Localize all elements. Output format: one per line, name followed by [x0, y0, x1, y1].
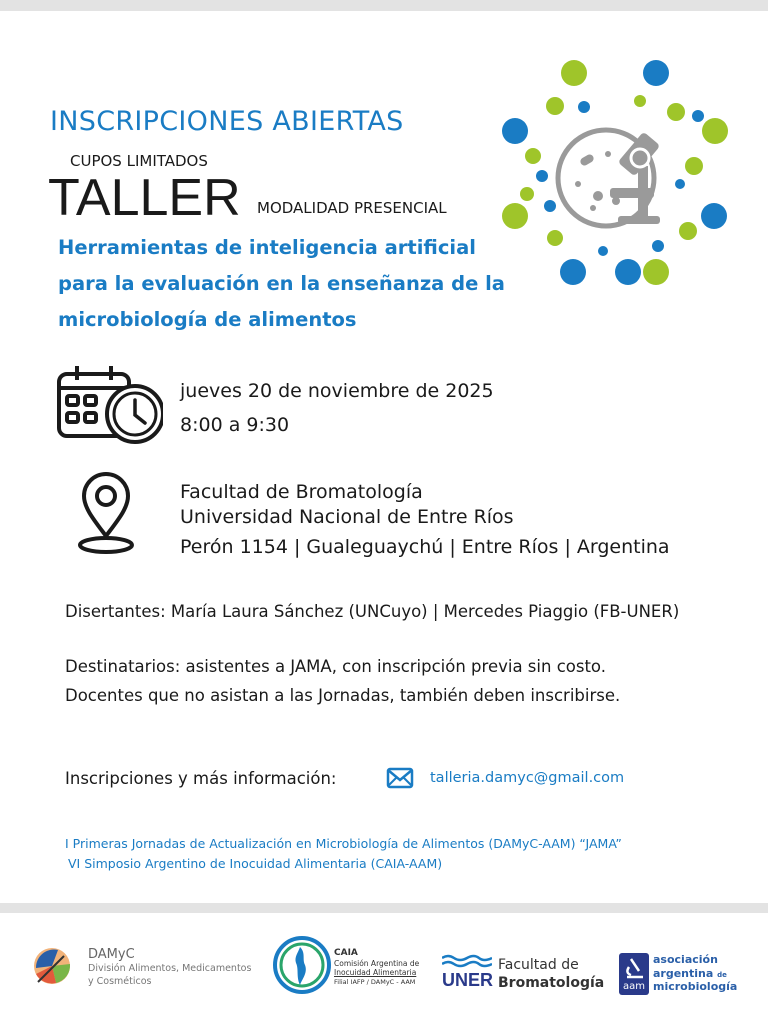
contact-email-link[interactable]: talleria.damyc@gmail.com — [430, 770, 625, 786]
contact-label: Inscripciones y más información: — [65, 769, 337, 788]
caia-desc: Filial IAFP / DAMyC - AAM — [334, 978, 416, 986]
event-date: jueves 20 de noviembre de 2025 — [180, 380, 494, 402]
caia-desc: Comisión Argentina de — [334, 959, 420, 968]
workshop-title-line: para la evaluación en la enseñanza de la — [58, 272, 505, 295]
taller-heading: TALLER — [48, 169, 241, 227]
damyc-desc: División Alimentos, Medicamentos — [88, 963, 252, 974]
caia-logo-icon — [272, 935, 332, 995]
jornadas-line: I Primeras Jornadas de Actualización en Microbiología de Alimentos (DAMyC-AAM) “JAMA” — [65, 836, 622, 851]
bottom-bar — [0, 903, 768, 913]
location-line: Perón 1154 | Gualeguaychú | Entre Ríos | Argentina — [180, 536, 670, 558]
workshop-title-line: Herramientas de inteligencia artificial — [58, 236, 476, 259]
cupos-label: CUPOS LIMITADOS — [70, 152, 208, 170]
damyc-name: DAMyC — [88, 947, 135, 962]
caia-name: CAIA — [334, 948, 358, 958]
email-icon — [386, 767, 414, 789]
jornadas-line: VI Simposio Argentino de Inocuidad Alimentaria (CAIA-AAM) — [68, 856, 443, 871]
damyc-logo-icon — [28, 946, 74, 988]
location-line: Universidad Nacional de Entre Ríos — [180, 506, 514, 528]
modalidad-label: MODALIDAD PRESENCIAL — [257, 199, 447, 217]
microscope-microbe-icon — [498, 56, 733, 291]
event-time: 8:00 a 9:30 — [180, 414, 290, 436]
aam-badge: aam — [623, 981, 645, 992]
caia-desc: Inocuidad Alimentaria — [334, 968, 417, 977]
destinatarios-text: Docentes que no asistan a las Jornadas, también deben inscribirse. — [65, 686, 621, 705]
aam-name: asociación — [653, 953, 718, 966]
top-bar — [0, 0, 768, 11]
uner-faculty: Facultad de — [498, 957, 579, 973]
workshop-title-line: microbiología de alimentos — [58, 308, 357, 331]
location-line: Facultad de Bromatología — [180, 481, 423, 503]
aam-name: argentina de — [653, 967, 727, 980]
destinatarios-text: Destinatarios: asistentes a JAMA, con inscripción previa sin costo. — [65, 657, 606, 676]
location-pin-icon — [76, 470, 136, 556]
uner-faculty: Bromatología — [498, 975, 605, 991]
damyc-desc: y Cosméticos — [88, 976, 152, 987]
disertantes-text: Disertantes: María Laura Sánchez (UNCuyo) | Mercedes Piaggio (FB-UNER) — [65, 602, 680, 621]
aam-name: microbiología — [653, 980, 738, 993]
calendar-clock-icon — [55, 362, 163, 444]
aam-logo-icon — [619, 953, 649, 995]
uner-waves-icon — [442, 954, 492, 970]
uner-acronym: UNER — [442, 970, 494, 990]
inscripciones-heading: INSCRIPCIONES ABIERTAS — [50, 106, 404, 137]
